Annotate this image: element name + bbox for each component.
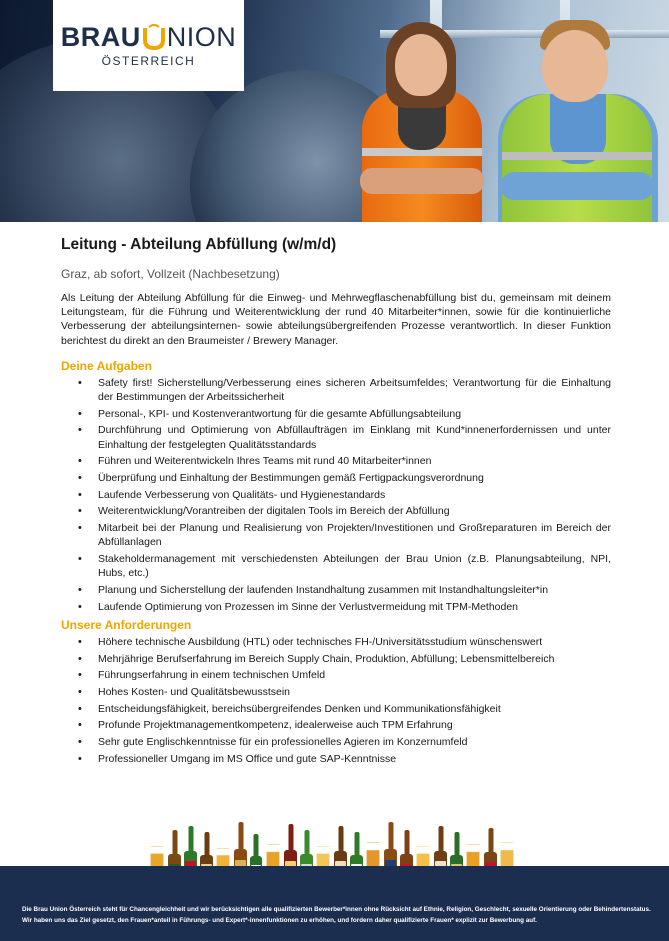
list-item: • Führungserfahrung in einem technischen Umfeld bbox=[61, 668, 611, 682]
list-item: • Laufende Verbesserung von Qualitäts- und Hygienestandards bbox=[61, 488, 611, 502]
list-item: • Mitarbeit bei der Planung und Realisierung von Projekten/Investitionen und Großreparaturen im Bereich der Abfüllanlagen bbox=[61, 521, 611, 549]
list-item: • Sehr gute Englischkenntnisse für ein professionelles Agieren im Konzernumfeld bbox=[61, 735, 611, 749]
bottle-neck bbox=[454, 832, 459, 855]
job-intro: Als Leitung der Abteilung Abfüllung für die Einweg- und Mehrwegflaschenabfüllung bist du, gemeinsam mit deinem Leitungsteam, für die Führung und Weiterentwicklung der rund 40 Mitarbeiter*innen, sowie für die kontinuierliche Verbesserung der abteilungsinternen- sowie abteilungsübergreifenden Prozesse verantwortlich. In dieser Funktion berichtest du direkt an den Braumeister / Brewery Manager. bbox=[61, 292, 611, 347]
logo-wordmark bbox=[60, 21, 237, 52]
bottle-neck bbox=[188, 826, 193, 851]
logo-u-emblem-icon bbox=[142, 24, 166, 50]
job-content bbox=[61, 236, 611, 768]
list-item: • Planung und Sicherstellung der laufenden Instandhaltung zusammen mit Instandhaltungsleiter*in bbox=[61, 583, 611, 597]
bottle-neck bbox=[172, 830, 177, 854]
list-item: • Weiterentwicklung/Vorantreiben der digitalen Tools im Bereich der Abfüllung bbox=[61, 504, 611, 518]
person-man bbox=[488, 12, 669, 222]
hero-image bbox=[0, 0, 669, 222]
bottle-neck bbox=[438, 826, 443, 851]
bottle-neck bbox=[388, 822, 393, 849]
bottle-neck bbox=[488, 828, 493, 852]
list-item: • Entscheidungsfähigkeit, bereichsübergreifendes Denken und Kommunikationsfähigkeit bbox=[61, 702, 611, 716]
list-item: • Durchführung und Optimierung von Abfüllaufträgen im Einklang mit Kund*innenerfordernissen und unter Einhaltung der festgelegten Qualitätsstandards bbox=[61, 423, 611, 451]
footer bbox=[0, 866, 669, 941]
logo-subtitle: ÖSTERREICH bbox=[101, 53, 196, 68]
list-item: • Höhere technische Ausbildung (HTL) oder technisches FH-/Universitätsstudium wünschenswert bbox=[61, 635, 611, 649]
logo-brand-part2: NION bbox=[166, 21, 237, 52]
job-meta: Graz, ab sofort, Vollzeit (Nachbesetzung) bbox=[61, 267, 280, 281]
bottle-neck bbox=[354, 832, 359, 855]
list-item: • Safety first! Sicherstellung/Verbesserung eines sicheren Arbeitsumfeldes; Verantwortung für die Einhaltung der Bestimmungen der Arbeitssicherheit bbox=[61, 376, 611, 404]
logo-brand-part1: BRAU bbox=[60, 21, 141, 52]
list-item: • Stakeholdermanagement mit verschiedensten Abteilungen der Brau Union (z.B. Planungsabteilung, NPI, Hubs, etc.) bbox=[61, 552, 611, 580]
bottle-neck bbox=[254, 834, 259, 856]
list-item: • Hohes Kosten- und Qualitätsbewusstsein bbox=[61, 685, 611, 699]
requirements-list bbox=[61, 635, 611, 766]
list-item: • Laufende Optimierung von Prozessen im Sinne der Verlustvermeidung mit TPM-Methoden bbox=[61, 600, 611, 614]
tasks-heading: Deine Aufgaben bbox=[61, 358, 152, 373]
bottle-neck bbox=[338, 826, 343, 851]
person-woman bbox=[340, 18, 500, 222]
bottle-neck bbox=[404, 830, 409, 854]
list-item: • Professioneller Umgang im MS Office und gute SAP-Kenntnisse bbox=[61, 752, 611, 766]
tasks-list bbox=[61, 376, 611, 614]
requirements-heading: Unsere Anforderungen bbox=[61, 617, 192, 632]
job-title: Leitung - Abteilung Abfüllung (w/m/d) bbox=[61, 236, 337, 253]
bottle-neck bbox=[238, 822, 243, 849]
brau-union-logo bbox=[53, 0, 244, 91]
list-item: • Profunde Projektmanagementkompetenz, idealerweise auch TPM Erfahrung bbox=[61, 718, 611, 732]
bottle-neck bbox=[304, 830, 309, 854]
list-item: • Überprüfung und Einhaltung der Bestimmungen gemäß Fertigpackungsverordnung bbox=[61, 471, 611, 485]
list-item: • Personal-, KPI- und Kostenverantwortung für die gesamte Abfüllungsabteilung bbox=[61, 407, 611, 421]
bottle-neck bbox=[204, 832, 209, 855]
list-item: • Führen und Weiterentwickeln Ihres Teams mit rund 40 Mitarbeiter*innen bbox=[61, 454, 611, 468]
list-item: • Mehrjährige Berufserfahrung im Bereich Supply Chain, Produktion, Abfüllung; Lebensmittelbereich bbox=[61, 652, 611, 666]
bottle-neck bbox=[288, 824, 293, 850]
equal-opportunity-statement: Die Brau Union Österreich steht für Chancengleichheit und wir berücksichtigen alle qualifizierten Bewerber*innen ohne Rücksicht auf Ethnie, Religion, Geschlecht, sexuelle Orientierung oder Behindertenstatus. Wir haben uns das Ziel gesetzt, den Frauen*anteil in Führungs- und Expert*-innenfunktionen zu erhöhen, und fordern daher qualifizierte Frauen* explizit zur Bewerbung auf. bbox=[22, 906, 651, 924]
